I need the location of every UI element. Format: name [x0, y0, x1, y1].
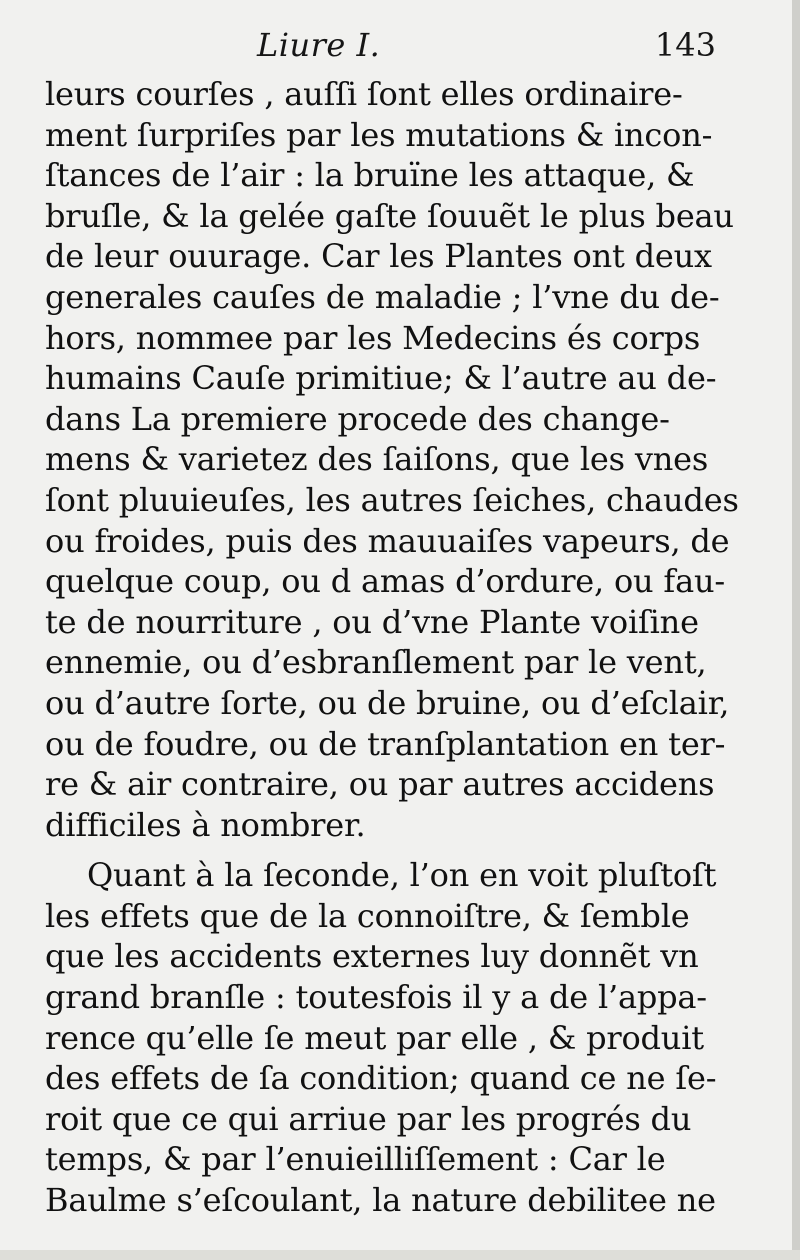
text-line: humains Cauſe primitiue; & l’autre au de- — [45, 359, 717, 398]
text-line: leurs courſes , auſſi ſont elles ordinaire- — [45, 75, 683, 113]
text-line: les effets que de la connoiſtre, & ſemble — [45, 896, 690, 935]
text-line: ou de foudre, ou de tranſplantation en ter- — [45, 724, 726, 763]
text-line: des effets de ſa condition; quand ce ne ſe- — [45, 1059, 717, 1098]
text-line: re & air contraire, ou par autres accidens — [45, 765, 715, 804]
text-line: bruſle, & la gelée gaſte ſouuẽt le plus beau — [45, 196, 734, 235]
page-bottom-edge — [0, 1250, 800, 1260]
paragraph-gap — [45, 845, 668, 855]
text-block — [45, 74, 739, 1221]
text-line: de leur ouurage. Car les Plantes ont deux — [45, 237, 712, 276]
page-number: 143 — [654, 26, 716, 64]
page-edge — [792, 0, 800, 1260]
running-title: Liure I. — [257, 26, 381, 64]
text-line: ſont pluuieuſes, les autres ſeiches, chaudes — [45, 480, 739, 519]
text-line: ennemie, ou d’esbranſlement par le vent, — [45, 643, 707, 682]
text-line: ſtances de l’air : la bruïne les attaque, & — [45, 156, 695, 195]
text-line: hors, nommee par les Medecins és corps — [45, 318, 701, 357]
text-line: grand branſle : toutesfois il y a de l’appa- — [45, 978, 707, 1017]
text-line: temps, & par l’enuieilliſſement : Car le — [45, 1140, 666, 1179]
text-line: mens & varietez des ſaiſons, que les vnes — [45, 440, 709, 479]
paragraph-1 — [45, 74, 739, 845]
text-line: Quant à la ſeconde, l’on en voit pluſtoſt — [87, 856, 717, 895]
text-line: ou froides, puis des mauuaiſes vapeurs, de — [45, 521, 730, 560]
text-line: ment ſurpriſes par les mutations & incon- — [45, 115, 713, 154]
text-line: dans La premiere procede des change- — [45, 399, 670, 438]
text-line: quelque coup, ou d amas d’ordure, ou fau- — [45, 562, 725, 601]
text-line: roit que ce qui arriue par les progrés du — [45, 1099, 692, 1138]
text-line: rence qu’elle ſe meut par elle , & produit — [45, 1018, 704, 1057]
text-line: te de nourriture , ou d’vne Plante voiſine — [45, 602, 699, 641]
text-line: difficiles à nombrer. — [45, 805, 366, 844]
text-line: que les accidents externes luy donnẽt vn — [45, 937, 699, 976]
running-head — [60, 26, 716, 72]
text-line: generales cauſes de maladie ; l’vne du de- — [45, 277, 720, 316]
text-line: ou d’autre ſorte, ou de bruine, ou d’eſclair, — [45, 683, 730, 722]
paragraph-2 — [45, 855, 717, 1220]
text-line: Baulme s’eſcoulant, la nature debilitee ne — [45, 1181, 716, 1220]
